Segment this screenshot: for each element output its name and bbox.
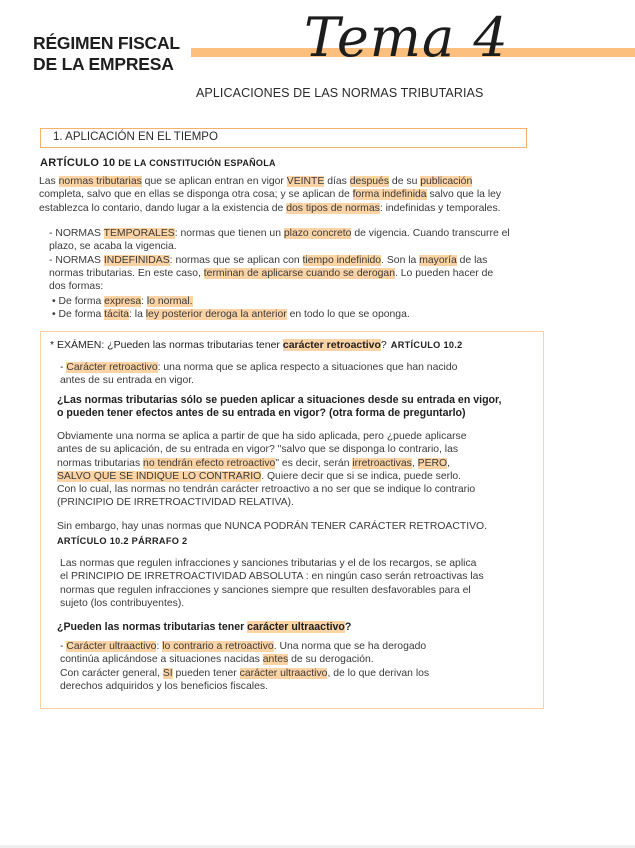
text-segment: salvo que la ley [426, 189, 502, 201]
subject-title-line-1: RÉGIMEN FISCAL [33, 33, 180, 53]
text-segment: . Son la [381, 254, 420, 266]
highlighted-text: carácter ultraactivo [239, 667, 328, 679]
text-line [57, 430, 475, 443]
article-number: ARTÍCULO 10 [40, 157, 116, 169]
text-segment: - NORMAS [49, 228, 104, 239]
paragraph-norm-types [49, 227, 510, 293]
text-segment: * EXÁMEN: ¿Pueden las normas tributarias tener [50, 339, 283, 351]
text-segment: normas tributarias. En este caso, [49, 267, 204, 279]
text-line [57, 496, 475, 509]
text-line [60, 361, 457, 374]
text-line [60, 640, 429, 653]
subject-title-line-2: DE LA EMPRESA [33, 54, 174, 74]
text-line [60, 374, 457, 387]
text-segment: dos formas: [49, 281, 104, 293]
highlighted-text: después [349, 176, 390, 187]
question-line: ¿Las normas tributarias sólo se pueden aplicar a situaciones desde su entrada en vigor, [57, 394, 502, 406]
text-segment: completa, salvo que en ellas se disponga otra cosa; y se aplican de [39, 189, 353, 201]
highlighted-text: VEINTE [286, 176, 325, 187]
highlighted-text: TEMPORALES [103, 228, 175, 239]
text-segment: derechos adquiridos y los beneficios fiscales. [60, 680, 268, 692]
highlighted-text: dos tipos de normas [286, 202, 380, 214]
highlighted-text: normas tributarias [58, 176, 142, 187]
text-segment: pueden tener [172, 667, 240, 679]
topic-subtitle: APLICACIONES DE LAS NORMAS TRIBUTARIAS [196, 86, 484, 100]
article-paragraph-ref: ARTÍCULO 10.2 PÁRRAFO 2 [57, 536, 188, 546]
text-line [39, 202, 501, 215]
text-segment: : [156, 641, 163, 652]
text-segment: continúa aplicándose a situaciones nacidas [60, 654, 263, 666]
question-ultraactivity [57, 621, 351, 633]
section-heading: 1. APLICACIÓN EN EL TIEMPO [53, 131, 218, 143]
text-segment: : normas que tienen un [174, 228, 284, 239]
paragraph-explanation [57, 430, 475, 510]
highlighted-text: Carácter retroactivo [66, 362, 158, 373]
text-segment: - NORMAS [49, 254, 104, 266]
text-line [57, 443, 475, 456]
highlighted-text: SALVO QUE SE INDIQUE LO CONTRARIO [57, 470, 262, 482]
section-heading-box [40, 128, 527, 148]
text-segment: Con carácter general, [60, 667, 163, 679]
text-segment: Las [39, 176, 59, 187]
text-segment: plazo, se acaba la vigencia. [49, 241, 177, 253]
highlighted-text: carácter retroactivo [282, 339, 381, 351]
text-segment: días [324, 176, 350, 187]
text-segment: : [141, 296, 147, 307]
text-line [60, 667, 429, 680]
highlighted-text: irretroactivas [352, 457, 412, 469]
highlighted-text: publicación [420, 176, 473, 187]
highlighted-text: plazo concreto [283, 228, 352, 239]
text-line [49, 267, 510, 280]
text-segment: , [447, 457, 450, 469]
text-line [49, 240, 510, 253]
text-segment: ? [380, 339, 387, 351]
highlighted-text: lo normal. [146, 296, 193, 307]
highlighted-text: mayoría [419, 254, 457, 266]
text-segment: : la [129, 309, 146, 321]
text-segment: establezca lo contario, dando lugar a la existencia de [39, 202, 287, 214]
highlighted-text: SI [162, 667, 173, 679]
highlighted-text: forma indefinida [352, 189, 427, 201]
text-line [57, 483, 475, 496]
text-line: sujeto (los contribuyentes). [60, 597, 185, 609]
text-segment: . Lo pueden hacer de [394, 267, 494, 279]
exam-question-text [50, 339, 387, 351]
text-segment: ¿Pueden las normas tributarias tener [57, 621, 248, 633]
text-segment: : normas que se aplican con [169, 254, 303, 266]
highlighted-text: antes [262, 654, 289, 666]
ultraactive-definition [60, 640, 429, 693]
article-reference [40, 157, 276, 169]
exam-question [50, 339, 463, 351]
text-segment: - [60, 362, 67, 373]
text-line [60, 653, 429, 666]
article-source: DE LA CONSTITUCIÓN ESPAÑOLA [115, 158, 276, 168]
text-segment: antes de su aplicación, de su entrada en vigor? "salvo que se disponga lo contrario, las [57, 444, 459, 456]
retroactive-definition [60, 361, 457, 388]
text-line [39, 175, 501, 188]
highlighted-text: tácita [104, 309, 129, 321]
text-segment: de su derogación. [288, 654, 374, 666]
derogation-forms-list [52, 295, 410, 322]
text-line [60, 680, 429, 693]
question-retroactivity [57, 394, 502, 421]
text-segment: : indefinidas y temporales. [379, 202, 501, 214]
highlighted-text: tiempo indefinido [302, 254, 382, 266]
highlighted-text: INDEFINIDAS [103, 254, 170, 266]
paragraph-absolute-principle [60, 557, 484, 610]
exam-article-ref: ARTÍCULO 10.2 [390, 340, 463, 350]
text-segment: : una norma que se aplica respecto a situaciones que han nacido [157, 362, 458, 373]
text-line [49, 227, 510, 240]
text-segment: , de lo que derivan los [327, 667, 430, 679]
text-line [52, 308, 410, 321]
highlighted-text: carácter ultraactivo [247, 621, 345, 633]
text-line: el PRINCIPIO DE IRRETROACTIVIDAD ABSOLUTA : en ningún caso serán retroactivas las [60, 571, 484, 583]
text-segment: , [411, 457, 418, 469]
text-segment: Con lo cual, las normas no tendrán carácter retroactivo a no ser que se indique lo contrario [57, 484, 476, 496]
text-segment: " es decir, serán [275, 457, 353, 469]
text-line: Las normas que regulen infracciones y sanciones tributarias y el de los recargos, se aplica [60, 558, 477, 569]
highlighted-text: PERO [417, 457, 448, 469]
text-segment: • De forma [52, 309, 105, 321]
text-line [52, 295, 410, 308]
text-segment: antes de su entrada en vigor. [60, 375, 195, 387]
paragraph-never-retroactive: Sin embargo, hay unas normas que NUNCA PODRÁN TENER CARÁCTER RETROACTIVO. [57, 521, 487, 532]
text-line [57, 470, 475, 483]
subject-title [33, 33, 180, 75]
highlighted-text: lo contrario a retroactivo [162, 641, 274, 652]
text-segment: (PRINCIPIO DE IRRETROACTIVIDAD RELATIVA). [57, 497, 294, 509]
highlighted-text: terminan de aplicarse cuando se derogan [203, 267, 395, 279]
highlighted-text: ley posterior deroga la anterior [145, 309, 287, 321]
paragraph-vigor [39, 175, 501, 215]
topic-title: Tema 4 [304, 6, 509, 69]
text-segment: ? [344, 621, 352, 633]
text-segment: . Quiere decir que si se indica, puede serlo. [261, 470, 462, 482]
highlighted-text: no tendrán efecto retroactivo [143, 457, 276, 469]
text-segment: . Una norma que se ha derogado [273, 641, 427, 652]
text-segment: - [60, 641, 67, 652]
text-line [39, 188, 501, 201]
text-segment: de su [389, 176, 421, 187]
text-segment: Obviamente una norma se aplica a partir de que ha sido aplicada, pero ¿puede aplicarse [57, 431, 467, 442]
text-line: normas que regulen infracciones y sanciones siempre que resulten desfavorables para el [60, 584, 471, 596]
text-segment: de vigencia. Cuando transcurre el [351, 228, 510, 239]
highlighted-text: Carácter ultraactivo [66, 641, 157, 652]
question-line: o pueden tener efectos antes de su entrada en vigor? (otra forma de preguntarlo) [57, 407, 466, 420]
highlighted-text: expresa [104, 296, 142, 307]
text-segment: de las [456, 254, 488, 266]
text-segment: que se aplican entran en vigor [141, 176, 287, 187]
text-line [49, 280, 510, 293]
text-segment: en todo lo que se oponga. [286, 309, 410, 321]
text-line [57, 457, 475, 470]
text-segment: normas tributarias [57, 457, 144, 469]
text-line [49, 254, 510, 267]
text-segment: • De forma [52, 296, 105, 307]
